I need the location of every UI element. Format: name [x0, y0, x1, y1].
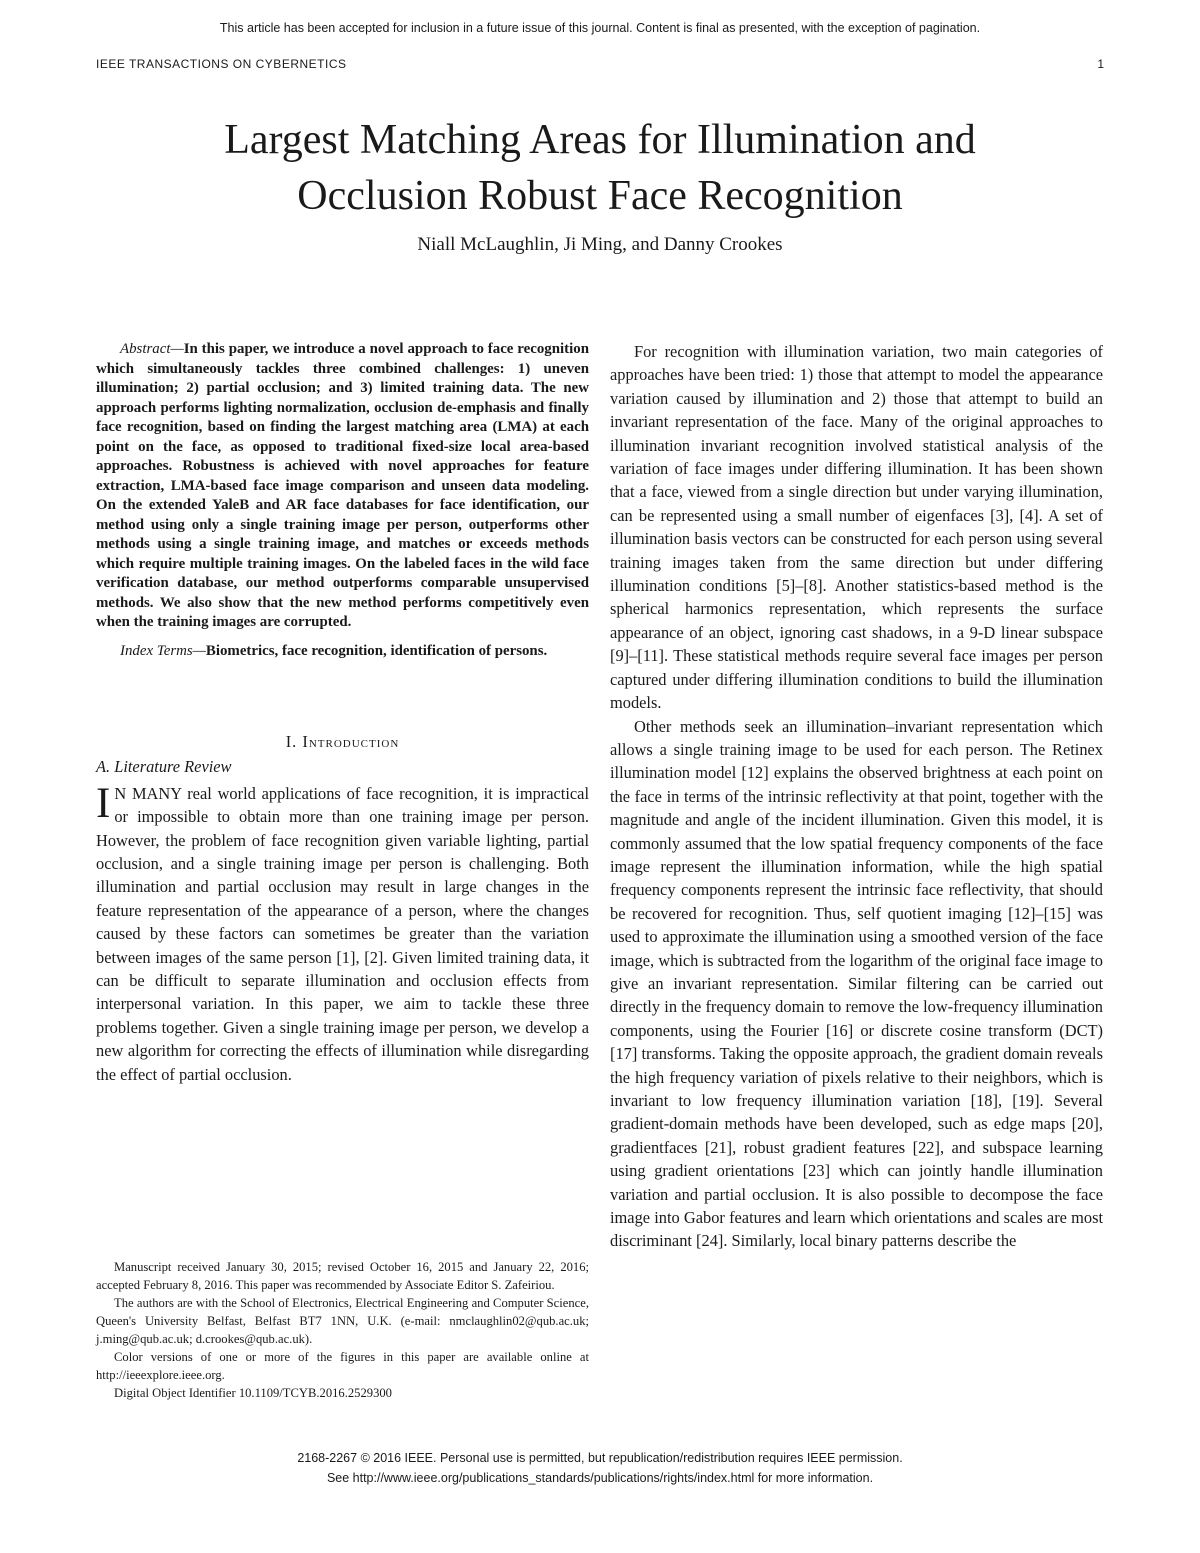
accepted-article-notice: This article has been accepted for inclusion in a future issue of this journal. Content is final as presented, with the exception of pagination.	[219, 21, 981, 35]
title-line-1: Largest Matching Areas for Illumination and	[224, 117, 976, 163]
author-list: Niall McLaughlin, Ji Ming, and Danny Crookes	[417, 234, 783, 255]
intro-paragraph	[96, 779, 589, 1086]
drop-cap: I	[96, 779, 111, 827]
footnote-affiliation: The authors are with the School of Electronics, Electrical Engineering and Computer Science, Queen's University Belfast, Belfast BT7 1NN, U.K. (e-mail: nmclaughlin02@qub.ac.uk; j.ming@qub.ac.uk; d.crookes@qub.ac.uk).	[96, 1296, 589, 1346]
left-column	[96, 340, 589, 1086]
right-column	[610, 340, 1103, 1253]
abstract	[96, 340, 589, 633]
footnote-color-figures: Color versions of one or more of the figures in this paper are available online at http://ieeexplore.ieee.org.	[96, 1350, 589, 1382]
abstract-text: In this paper, we introduce a novel approach to face recognition which simultaneously tackles three combined challenges: 1) uneven illumination; 2) partial occlusion; and 3) limited training data. The new approach performs lighting normalization, occlusion de-emphasis and finally face recognition, based on finding the largest matching area (LMA) at each point on the face, as opposed to traditional fixed-size local area-based approaches. Robustness is achieved with novel approaches for feature extraction, LMA-based face image comparison and unseen data modeling. On the extended YaleB and AR face databases for face identification, our method using only a single training image per person, outperforms other methods using a single training image, and matches or exceeds methods which require multiple training images. On the labeled faces in the wild face verification database, our method outperforms comparable unsupervised methods. We also show that the new method performs competitively even when the training images are corrupted.	[96, 341, 589, 630]
running-head-journal: IEEE TRANSACTIONS ON CYBERNETICS	[96, 57, 347, 71]
page-number: 1	[1097, 57, 1104, 71]
intro-paragraph-text: N MANY real world applications of face recognition, it is impractical or impossible to obtain more than one training image per person. However, the problem of face recognition given variable lighting, partial occlusion, and a single training image per person is challenging. Both illumination and partial occlusion may result in large changes in the feature representation of the appearance of a person, where the changes caused by these factors can sometimes be greater than the variation between images of the same person [1], [2]. Given limited training data, it can be difficult to separate illumination and occlusion effects from interpersonal variation. In this paper, we aim to tackle these three problems together. Given a single training image per person, we develop a new algorithm for correcting the effects of illumination while disregarding the effect of partial occlusion.	[96, 783, 589, 1084]
copyright-line: 2168-2267 © 2016 IEEE. Personal use is permitted, but republication/redistribution requires IEEE permission.	[297, 1451, 903, 1465]
body-paragraph-2: Other methods seek an illumination–invariant representation which allows a single training image to be used for each person. The Retinex illumination model [12] explains the observed brightness at each point on the face in terms of the intrinsic reflectivity at that point, together with the magnitude and angle of the incident illumination. Given this model, it is commonly assumed that the low spatial frequency components of the face image represent the illumination information, while the high spatial frequency components represent the intrinsic face reflectivity, that should be recovered for recognition. Thus, self quotient imaging [12]–[15] was used to approximate the illumination using a smoothed version of the face image, which is subtracted from the logarithm of the original face image to give an invariant representation. Similar filtering can be carried out directly in the frequency domain to remove the low-frequency illumination components, using the Fourier [16] or discrete cosine transform (DCT) [17] transforms. Taking the opposite approach, the gradient domain reveals the high frequency variation of pixels relative to their neighbors, which is invariant to low frequency illumination variation [18], [19]. Several gradient-domain methods have been developed, such as edge maps [20], gradientfaces [21], robust gradient features [22], and subspace learning using gradient orientations [23] which can jointly handle illumination variation and partial occlusion. It is also possible to decompose the face image into Gabor features and learn which orientations and scales are most discriminant [24]. Similarly, local binary patterns describe the	[610, 716, 1103, 1251]
index-terms-text: Biometrics, face recognition, identification of persons.	[205, 642, 548, 659]
paper-title	[100, 112, 1100, 224]
index-terms	[96, 642, 589, 662]
subsection-heading-literature-review: A. Literature Review	[96, 757, 232, 777]
body-paragraph-1: For recognition with illumination variation, two main categories of approaches have been tried: 1) those that attempt to model the appearance variation caused by illumination and 2) those that attempt to build an invariant representation of the face. Many of the original approaches to illumination invariant recognition involved statistical analysis of the variation of face images under differing illumination. It has been shown that a face, viewed from a single direction but under varying illumination, can be represented using a small number of eigenfaces [3], [4]. A set of illumination basis vectors can be constructed for each person using several training images taken from the same direction but under differing illumination conditions [5]–[8]. Another statistics-based method is the spherical harmonics representation, which represents the surface appearance of an object, ignoring cast shadows, in a 9-D linear subspace [9]–[11]. These statistical methods require several face images per person captured under differing illumination conditions to build the illumination models.	[610, 342, 1103, 713]
copyright-footer	[0, 1448, 1200, 1488]
abstract-label: Abstract—	[120, 341, 184, 357]
section-heading-introduction: I. Introduction	[285, 732, 400, 751]
footnotes	[96, 1258, 589, 1402]
index-terms-label: Index Terms—	[120, 642, 206, 659]
footnote-manuscript: Manuscript received January 30, 2015; revised October 16, 2015 and January 22, 2016; accepted February 8, 2016. This paper was recommended by Associate Editor S. Zafeiriou.	[96, 1260, 589, 1292]
title-line-2: Occlusion Robust Face Recognition	[297, 173, 903, 219]
rights-link-line: See http://www.ieee.org/publications_standards/publications/rights/index.html for more information.	[326, 1471, 874, 1485]
footnote-doi: Digital Object Identifier 10.1109/TCYB.2016.2529300	[114, 1386, 392, 1400]
